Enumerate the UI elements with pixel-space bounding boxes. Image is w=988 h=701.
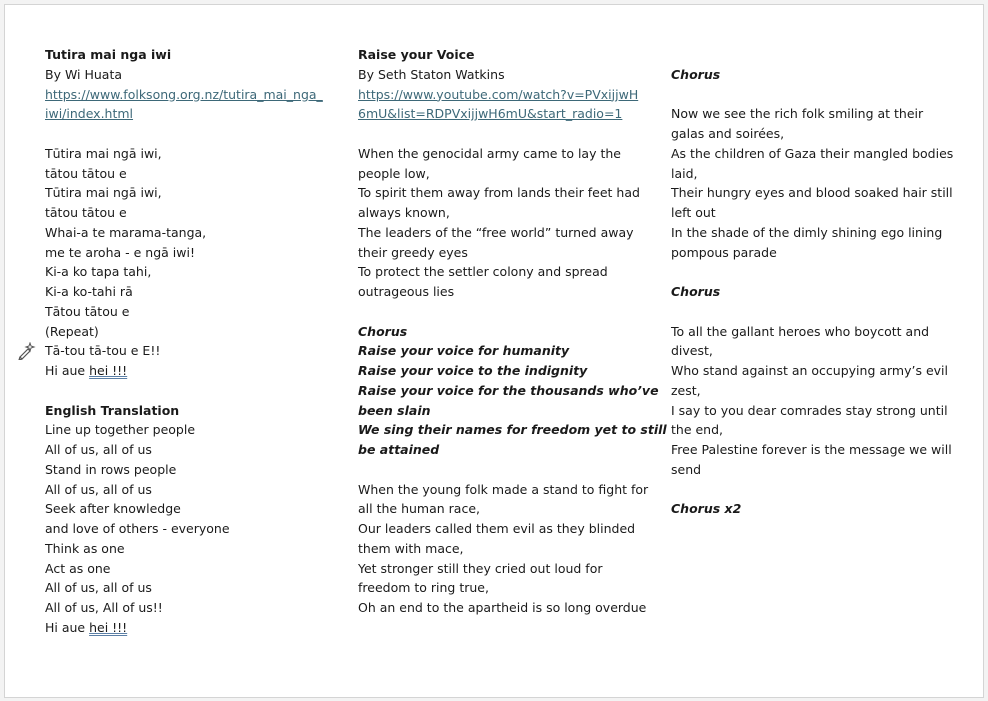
verse-line: To all the gallant heroes who boycott and xyxy=(671,323,930,339)
chorus-line: We sing their names for freedom yet to still xyxy=(358,422,667,438)
lyric-line: tātou tātou e xyxy=(45,165,127,181)
verse-line: Now we see the rich folk smiling at their xyxy=(671,106,924,122)
lyric-line: Ki-a ko tapa tahi, xyxy=(45,264,152,280)
verse-line: galas and soirées, xyxy=(671,126,785,141)
verse-line: people low, xyxy=(358,165,430,181)
verse-line: send xyxy=(671,461,702,477)
verse-line: When the young folk made a stand to fight for xyxy=(358,481,649,497)
lyric-line: Ki-a ko-tahi rā xyxy=(45,284,133,299)
verse-line: The leaders of the “free world” turned away xyxy=(358,224,634,240)
translation-line xyxy=(45,618,335,638)
verse-line: In the shade of the dimly shining ego lining xyxy=(671,224,943,240)
verse-line: them with mace, xyxy=(358,540,464,556)
verse-line: outrageous lies xyxy=(358,284,455,299)
verse-line: Their hungry eyes and blood soaked hair still xyxy=(671,185,953,201)
spellcheck-word[interactable]: hei !!! xyxy=(89,619,128,635)
song-title: Raise your Voice xyxy=(358,47,475,62)
lyric-line: Tūtira mai ngā iwi, xyxy=(45,185,162,201)
chorus-repeat-marker: Chorus x2 xyxy=(671,501,742,517)
lyric-line: Tā-tou tā-tou e E!! xyxy=(45,343,161,359)
verse-line: When the genocidal army came to lay the xyxy=(358,145,621,161)
lyric-line: tātou tātou e xyxy=(45,205,127,220)
chorus-line: Raise your voice for humanity xyxy=(358,343,570,359)
chorus-heading: Chorus xyxy=(358,323,408,339)
verse-line: Who stand against an occupying army’s evil xyxy=(671,363,948,378)
verse-line: freedom to ring true, xyxy=(358,580,489,596)
song-link-continued[interactable]: iwi/index.html xyxy=(45,106,134,122)
song-link-continued[interactable]: 6mU&list=RDPVxijjwH6mU&start_radio=1 xyxy=(358,106,623,122)
verse-line: always known, xyxy=(358,205,450,220)
chorus-line: been slain xyxy=(358,402,431,418)
document-page xyxy=(4,4,984,698)
translation-line: Line up together people xyxy=(45,422,196,438)
lyric-line xyxy=(45,361,335,381)
verse-line: To spirit them away from lands their feet had xyxy=(358,185,640,201)
verse-line: their greedy eyes xyxy=(358,244,468,260)
translation-line: Stand in rows people xyxy=(45,461,177,477)
pen-sparkle-icon[interactable] xyxy=(16,342,36,360)
lyric-line: (Repeat) xyxy=(45,323,99,339)
column-1 xyxy=(45,45,335,638)
verse-line: I say to you dear comrades stay strong until xyxy=(671,402,948,418)
song-link[interactable]: https://www.youtube.com/watch?v=PVxijjwH xyxy=(358,86,639,102)
song-title: Tutira mai nga iwi xyxy=(45,47,172,62)
song-author: By Wi Huata xyxy=(45,66,123,82)
chorus-marker: Chorus xyxy=(671,66,721,82)
verse-line: the end, xyxy=(671,422,724,438)
translation-heading: English Translation xyxy=(45,402,180,418)
translation-line: Seek after knowledge xyxy=(45,501,181,517)
column-3 xyxy=(671,45,961,519)
translation-line: Act as one xyxy=(45,560,111,576)
song-author: By Seth Staton Watkins xyxy=(358,66,505,82)
song-link[interactable]: https://www.folksong.org.nz/tutira_mai_nga_ xyxy=(45,86,323,102)
lyric-text: Hi aue xyxy=(45,363,90,378)
verse-line: As the children of Gaza their mangled bodies xyxy=(671,145,954,161)
spellcheck-word[interactable]: hei !!! xyxy=(89,363,128,378)
verse-line: divest, xyxy=(671,343,713,359)
lyric-line: me te aroha - e ngā iwi! xyxy=(45,244,195,260)
verse-line: left out xyxy=(671,205,716,220)
chorus-marker: Chorus xyxy=(671,284,721,299)
lyric-line: Tātou tātou e xyxy=(45,303,130,319)
verse-line: laid, xyxy=(671,165,698,181)
chorus-line: Raise your voice to the indignity xyxy=(358,363,588,378)
verse-line: all the human race, xyxy=(358,501,480,517)
translation-text: Hi aue xyxy=(45,619,90,635)
verse-line: pompous parade xyxy=(671,244,777,260)
verse-line: Our leaders called them evil as they blinded xyxy=(358,521,636,536)
verse-line: Oh an end to the apartheid is so long overdue xyxy=(358,600,647,615)
verse-line: Free Palestine forever is the message we will xyxy=(671,442,952,457)
translation-line: All of us, all of us xyxy=(45,481,152,497)
verse-line: To protect the settler colony and spread xyxy=(358,264,608,280)
translation-line: Think as one xyxy=(45,540,125,556)
translation-line: All of us, all of us xyxy=(45,442,152,457)
verse-line: zest, xyxy=(671,382,701,398)
chorus-line: be attained xyxy=(358,442,440,457)
chorus-line: Raise your voice for the thousands who’ve xyxy=(358,382,659,398)
lyric-line: Whai-a te marama-tanga, xyxy=(45,224,207,240)
lyric-line: Tūtira mai ngā iwi, xyxy=(45,145,162,161)
column-2 xyxy=(358,45,667,618)
translation-line: All of us, all of us xyxy=(45,580,152,596)
verse-line: Yet stronger still they cried out loud for xyxy=(358,560,603,576)
translation-line: and love of others - everyone xyxy=(45,521,230,536)
translation-line: All of us, All of us!! xyxy=(45,600,163,615)
